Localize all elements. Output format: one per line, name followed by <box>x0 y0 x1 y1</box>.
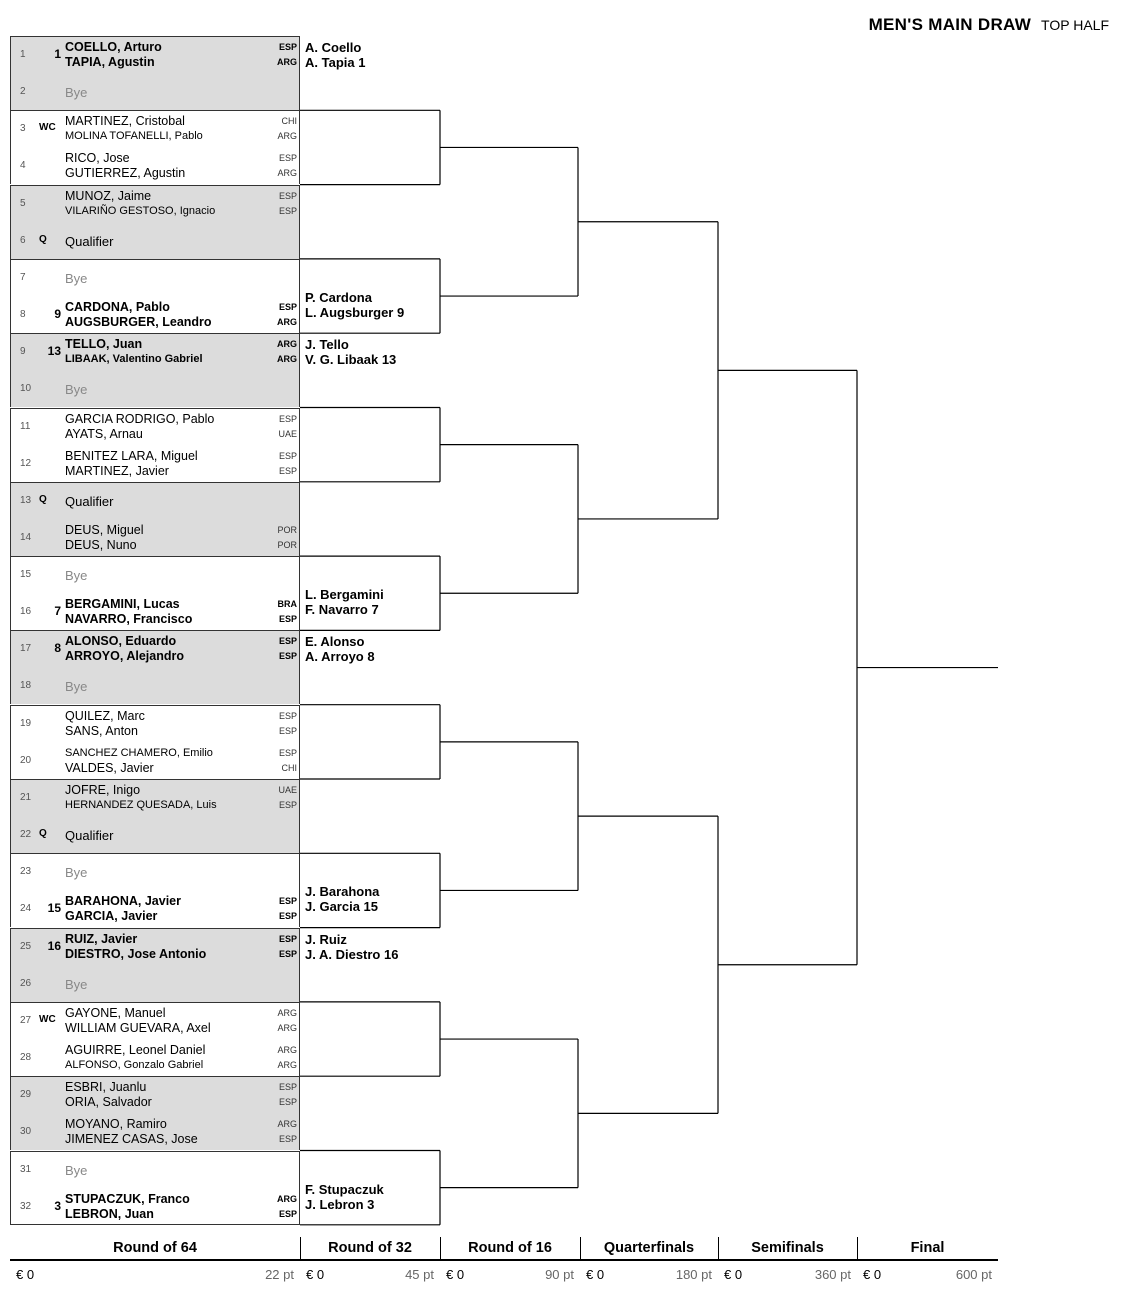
draw-position: 16 <box>20 606 32 618</box>
prize-money: € 0 <box>724 1267 743 1282</box>
round-name: Round of 64 <box>113 1240 197 1256</box>
player-name: JIMENEZ CASAS, Jose <box>65 1132 198 1147</box>
country-code: CHI <box>281 116 297 127</box>
draw-block <box>10 110 300 184</box>
draw-position: 24 <box>20 903 32 915</box>
player-name: ORIA, Salvador <box>65 1095 152 1110</box>
seed-number: 9 <box>54 306 61 321</box>
country-code: ARG <box>277 131 297 142</box>
country-code: ESP <box>278 747 297 758</box>
draw-slot <box>11 891 301 928</box>
draw-slot <box>11 1003 301 1040</box>
draw-position: 11 <box>20 420 31 432</box>
winner-name: J. Tello <box>305 337 349 353</box>
winner-name: J. Ruiz <box>305 931 347 947</box>
player-name: RUIZ, Javier <box>65 931 138 946</box>
player-name: GAYONE, Manuel <box>65 1005 166 1020</box>
country-code: CHI <box>281 762 297 773</box>
country-code: ARG <box>277 339 297 350</box>
winner-name: A. Tapia 1 <box>305 55 366 70</box>
draw-position: 17 <box>20 643 32 655</box>
draw-slot <box>11 409 301 446</box>
qualifier-label: Qualifier <box>65 493 114 509</box>
draw-position: 15 <box>20 569 32 581</box>
entry-tag: Q <box>39 828 47 839</box>
winner-name: A. Coello <box>305 40 362 55</box>
seed-number: 8 <box>54 641 61 656</box>
draw-position: 25 <box>20 940 32 952</box>
player-name: BENITEZ LARA, Miguel <box>65 448 198 463</box>
draw-slot <box>11 223 301 260</box>
prize-column <box>857 1237 998 1287</box>
draw-slot <box>11 743 301 780</box>
draw-slot <box>11 111 301 148</box>
player-name: SANCHEZ CHAMERO, Emilio <box>65 746 213 759</box>
prize-money: € 0 <box>446 1267 465 1282</box>
player-name: MOYANO, Ramiro <box>65 1117 167 1132</box>
prize-column <box>10 1237 300 1287</box>
entry-tag: WC <box>39 1013 56 1025</box>
country-code: ESP <box>278 1097 297 1108</box>
draw-position: 29 <box>20 1089 32 1101</box>
draw-slot <box>11 483 301 520</box>
round-name: Quarterfinals <box>603 1240 695 1256</box>
draw-position: 26 <box>20 977 32 989</box>
draw-title-main: MEN'S MAIN DRAW <box>868 15 1032 34</box>
player-name: AUGSBURGER, Leandro <box>65 314 212 329</box>
country-code: ESP <box>278 651 297 662</box>
country-code: ESP <box>278 153 297 164</box>
country-code: ESP <box>278 413 297 424</box>
draw-position: 9 <box>20 346 26 358</box>
round32-winner-pair <box>305 587 384 617</box>
draw-block <box>10 333 300 407</box>
draw-slot <box>11 1077 301 1114</box>
draw-slot <box>11 1152 301 1189</box>
player-name: COELLO, Arturo <box>65 40 162 54</box>
draw-position: 27 <box>20 1014 32 1026</box>
draw-block <box>10 36 300 110</box>
bye-label: Bye <box>65 679 88 695</box>
draw-position: 19 <box>20 717 32 729</box>
draw-block <box>10 1002 300 1076</box>
qualifier-label: Qualifier <box>65 233 114 249</box>
country-code: POR <box>277 524 297 535</box>
country-code: ESP <box>278 1082 297 1093</box>
country-code: ARG <box>277 57 297 67</box>
prize-column-divider <box>580 1237 581 1261</box>
seed-number: 1 <box>54 47 61 61</box>
draw-block <box>10 853 300 927</box>
prize-column-divider <box>300 1237 301 1261</box>
draw-slot <box>11 446 301 483</box>
prize-column <box>300 1237 440 1287</box>
draw-slot <box>11 260 301 297</box>
draw-position: 22 <box>20 829 32 840</box>
country-code: ARG <box>277 1022 297 1033</box>
country-code: ESP <box>278 896 297 907</box>
winner-name: L. Bergamini <box>305 587 384 603</box>
round-name: Final <box>910 1240 945 1256</box>
draw-block <box>10 1151 300 1225</box>
draw-slot <box>11 1189 301 1226</box>
player-name: SANS, Anton <box>65 723 138 738</box>
player-name: QUILEZ, Marc <box>65 708 145 723</box>
round32-winner-pair <box>305 290 404 320</box>
bye-label: Bye <box>65 1162 88 1178</box>
winner-name: L. Augsburger 9 <box>305 304 405 320</box>
draw-position: 20 <box>20 754 32 766</box>
draw-position: 10 <box>20 383 32 395</box>
country-code: ARG <box>277 1193 297 1204</box>
prize-column-divider <box>440 1237 441 1261</box>
country-code: ESP <box>278 42 297 52</box>
country-code: ARG <box>277 1007 297 1018</box>
draw-slot <box>11 148 301 185</box>
player-name: GARCIA RODRIGO, Pablo <box>65 411 215 426</box>
draw-position: 28 <box>20 1051 32 1063</box>
seed-number: 15 <box>47 901 61 916</box>
draw-position: 31 <box>20 1163 32 1175</box>
country-code: ESP <box>278 911 297 922</box>
country-code: ESP <box>278 301 297 312</box>
winner-name: E. Alonso <box>305 634 365 650</box>
round32-winner-pair <box>305 40 365 70</box>
draw-block <box>10 408 300 482</box>
player-name: ESBRI, Juanlu <box>65 1080 147 1095</box>
country-code: ESP <box>278 948 297 959</box>
country-code: ESP <box>278 450 297 461</box>
player-name: ALFONSO, Gonzalo Gabriel <box>65 1058 204 1071</box>
player-name: MOLINA TOFANELLI, Pablo <box>65 130 203 143</box>
draw-slot <box>11 631 301 668</box>
ranking-points: 45 pt <box>405 1267 434 1282</box>
round32-winner-pair <box>305 337 396 367</box>
round32-winner-pair <box>305 884 379 914</box>
country-code: ESP <box>278 465 297 476</box>
draw-slot <box>11 74 301 111</box>
draw-slot <box>11 817 301 854</box>
bye-label: Bye <box>65 976 88 992</box>
prize-column-divider <box>718 1237 719 1261</box>
draw-slot <box>11 557 301 594</box>
player-name: WILLIAM GUEVARA, Axel <box>65 1020 211 1035</box>
player-name: DEUS, Nuno <box>65 537 137 552</box>
player-name: HERNANDEZ QUESADA, Luis <box>65 799 217 811</box>
draw-block <box>10 779 300 853</box>
winner-name: F. Stupaczuk <box>305 1181 384 1197</box>
draw-slot <box>11 1114 301 1151</box>
bye-label: Bye <box>65 865 88 881</box>
draw-block <box>10 556 300 630</box>
draw-position: 23 <box>20 866 32 878</box>
draw-position: 13 <box>20 494 32 506</box>
prize-column-divider <box>857 1237 858 1261</box>
country-code: ESP <box>278 1208 297 1219</box>
country-code: ARG <box>277 354 297 365</box>
winner-name: J. A. Diestro 16 <box>305 946 399 962</box>
country-code: ESP <box>278 1134 297 1145</box>
player-name: JOFRE, Inigo <box>65 783 141 797</box>
player-name: CARDONA, Pablo <box>65 299 170 314</box>
prize-money: € 0 <box>16 1267 35 1282</box>
round-name: Round of 32 <box>328 1240 412 1256</box>
winner-name: J. Barahona <box>305 884 380 900</box>
country-code: ESP <box>278 933 297 944</box>
player-name: AGUIRRE, Leonel Daniel <box>65 1042 206 1057</box>
country-code: POR <box>277 539 297 550</box>
draw-block <box>10 185 300 259</box>
country-code: ARG <box>277 316 297 327</box>
draw-slot <box>11 37 301 74</box>
entry-tag: WC <box>39 122 56 134</box>
round32-winner-pair <box>305 932 398 962</box>
player-name: TAPIA, Agustin <box>65 55 155 69</box>
round32-winner-pair <box>305 634 375 664</box>
player-name: ARROYO, Alejandro <box>65 649 184 664</box>
draw-position: 12 <box>20 457 32 469</box>
draw-slot <box>11 520 301 557</box>
winner-name: J. Garcia 15 <box>305 899 378 915</box>
draw-slot <box>11 297 301 334</box>
draw-slot <box>11 186 301 223</box>
draw-position: 30 <box>20 1126 32 1138</box>
draw-slot <box>11 854 301 891</box>
player-name: TELLO, Juan <box>65 337 143 352</box>
seed-number: 3 <box>54 1198 61 1213</box>
draw-slot <box>11 334 301 371</box>
player-name: VALDES, Javier <box>65 760 154 775</box>
winner-name: P. Cardona <box>305 289 372 305</box>
draw-block <box>10 705 300 779</box>
ranking-points: 90 pt <box>545 1267 574 1282</box>
player-name: DIESTRO, Jose Antonio <box>65 946 207 961</box>
ranking-points: 600 pt <box>955 1267 992 1282</box>
bye-label: Bye <box>65 85 88 100</box>
entry-tag: Q <box>39 233 47 245</box>
bye-label: Bye <box>65 568 88 584</box>
seed-number: 16 <box>47 938 61 953</box>
ranking-points: 22 pt <box>265 1267 294 1282</box>
winner-name: F. Navarro 7 <box>305 602 379 618</box>
draw-block <box>10 259 300 333</box>
draw-position: 21 <box>20 792 32 803</box>
prize-column <box>440 1237 580 1287</box>
draw-position: 2 <box>20 86 26 97</box>
winner-name: J. Lebron 3 <box>305 1196 375 1212</box>
player-name: ALONSO, Eduardo <box>65 634 177 649</box>
country-code: ARG <box>277 1044 297 1055</box>
prize-table <box>10 1237 998 1287</box>
player-name: STUPACZUK, Franco <box>65 1191 190 1206</box>
country-code: ARG <box>277 1119 297 1130</box>
country-code: ESP <box>278 800 297 810</box>
draw-slot <box>11 929 301 966</box>
seed-number: 7 <box>54 604 61 619</box>
player-name: GUTIERREZ, Agustin <box>65 166 186 181</box>
draw-slot <box>11 668 301 705</box>
draw-block <box>10 928 300 1002</box>
player-name: LIBAAK, Valentino Gabriel <box>65 353 203 366</box>
draw-slot <box>11 780 301 817</box>
country-code: ARG <box>277 1059 297 1070</box>
ranking-points: 360 pt <box>814 1267 851 1282</box>
country-code: ESP <box>278 725 297 736</box>
draw-position: 3 <box>20 123 26 135</box>
draw-slot <box>11 594 301 631</box>
player-name: BARAHONA, Javier <box>65 894 182 909</box>
draw-title-sub: TOP HALF <box>1041 17 1109 33</box>
ranking-points: 180 pt <box>675 1267 712 1282</box>
winner-name: V. G. Libaak 13 <box>305 352 397 368</box>
draw-position: 4 <box>20 160 26 172</box>
country-code: UAE <box>278 428 297 439</box>
prize-money: € 0 <box>306 1267 325 1282</box>
round-name: Round of 16 <box>468 1240 552 1256</box>
player-name: MUNOZ, Jaime <box>65 188 152 203</box>
draw-slot <box>11 706 301 743</box>
prize-money: € 0 <box>863 1267 882 1282</box>
player-name: NAVARRO, Francisco <box>65 612 193 627</box>
draw-slot <box>11 1040 301 1077</box>
draw-position: 14 <box>20 531 32 543</box>
draw-block <box>10 1076 300 1150</box>
country-code: UAE <box>278 785 297 795</box>
draw-block <box>10 482 300 556</box>
player-name: MARTINEZ, Cristobal <box>65 114 185 129</box>
round32-winner-pair <box>305 1182 384 1212</box>
bye-label: Bye <box>65 382 88 398</box>
player-name: RICO, Jose <box>65 151 130 166</box>
draw-block <box>10 630 300 704</box>
prize-column <box>580 1237 718 1287</box>
draw-position: 1 <box>20 49 26 60</box>
country-code: BRA <box>277 599 297 610</box>
bye-label: Bye <box>65 270 88 286</box>
draw-position: 32 <box>20 1200 32 1212</box>
qualifier-label: Qualifier <box>65 828 114 843</box>
player-name: AYATS, Arnau <box>65 426 143 441</box>
player-name: DEUS, Miguel <box>65 522 144 537</box>
country-code: ESP <box>278 710 297 721</box>
round-name: Semifinals <box>751 1240 824 1256</box>
draw-position: 7 <box>20 271 26 283</box>
prize-money: € 0 <box>586 1267 605 1282</box>
player-name: MARTINEZ, Javier <box>65 463 169 478</box>
player-name: GARCIA, Javier <box>65 909 158 924</box>
draw-position: 6 <box>20 234 26 246</box>
draw-position: 8 <box>20 308 26 320</box>
draw-position: 5 <box>20 197 26 209</box>
country-code: ESP <box>278 205 297 216</box>
draw-position: 18 <box>20 680 32 692</box>
country-code: ESP <box>278 614 297 625</box>
draw-slot <box>11 371 301 408</box>
country-code: ARG <box>277 168 297 179</box>
player-name: BERGAMINI, Lucas <box>65 597 180 612</box>
seed-number: 13 <box>47 344 61 359</box>
winner-name: A. Arroyo 8 <box>305 649 375 665</box>
entry-tag: Q <box>39 493 47 505</box>
player-name: VILARIÑO GESTOSO, Ignacio <box>65 204 216 217</box>
country-code: ESP <box>278 190 297 201</box>
player-name: LEBRON, Juan <box>65 1206 154 1221</box>
country-code: ESP <box>278 636 297 647</box>
draw-slot <box>11 966 301 1003</box>
prize-column <box>718 1237 857 1287</box>
